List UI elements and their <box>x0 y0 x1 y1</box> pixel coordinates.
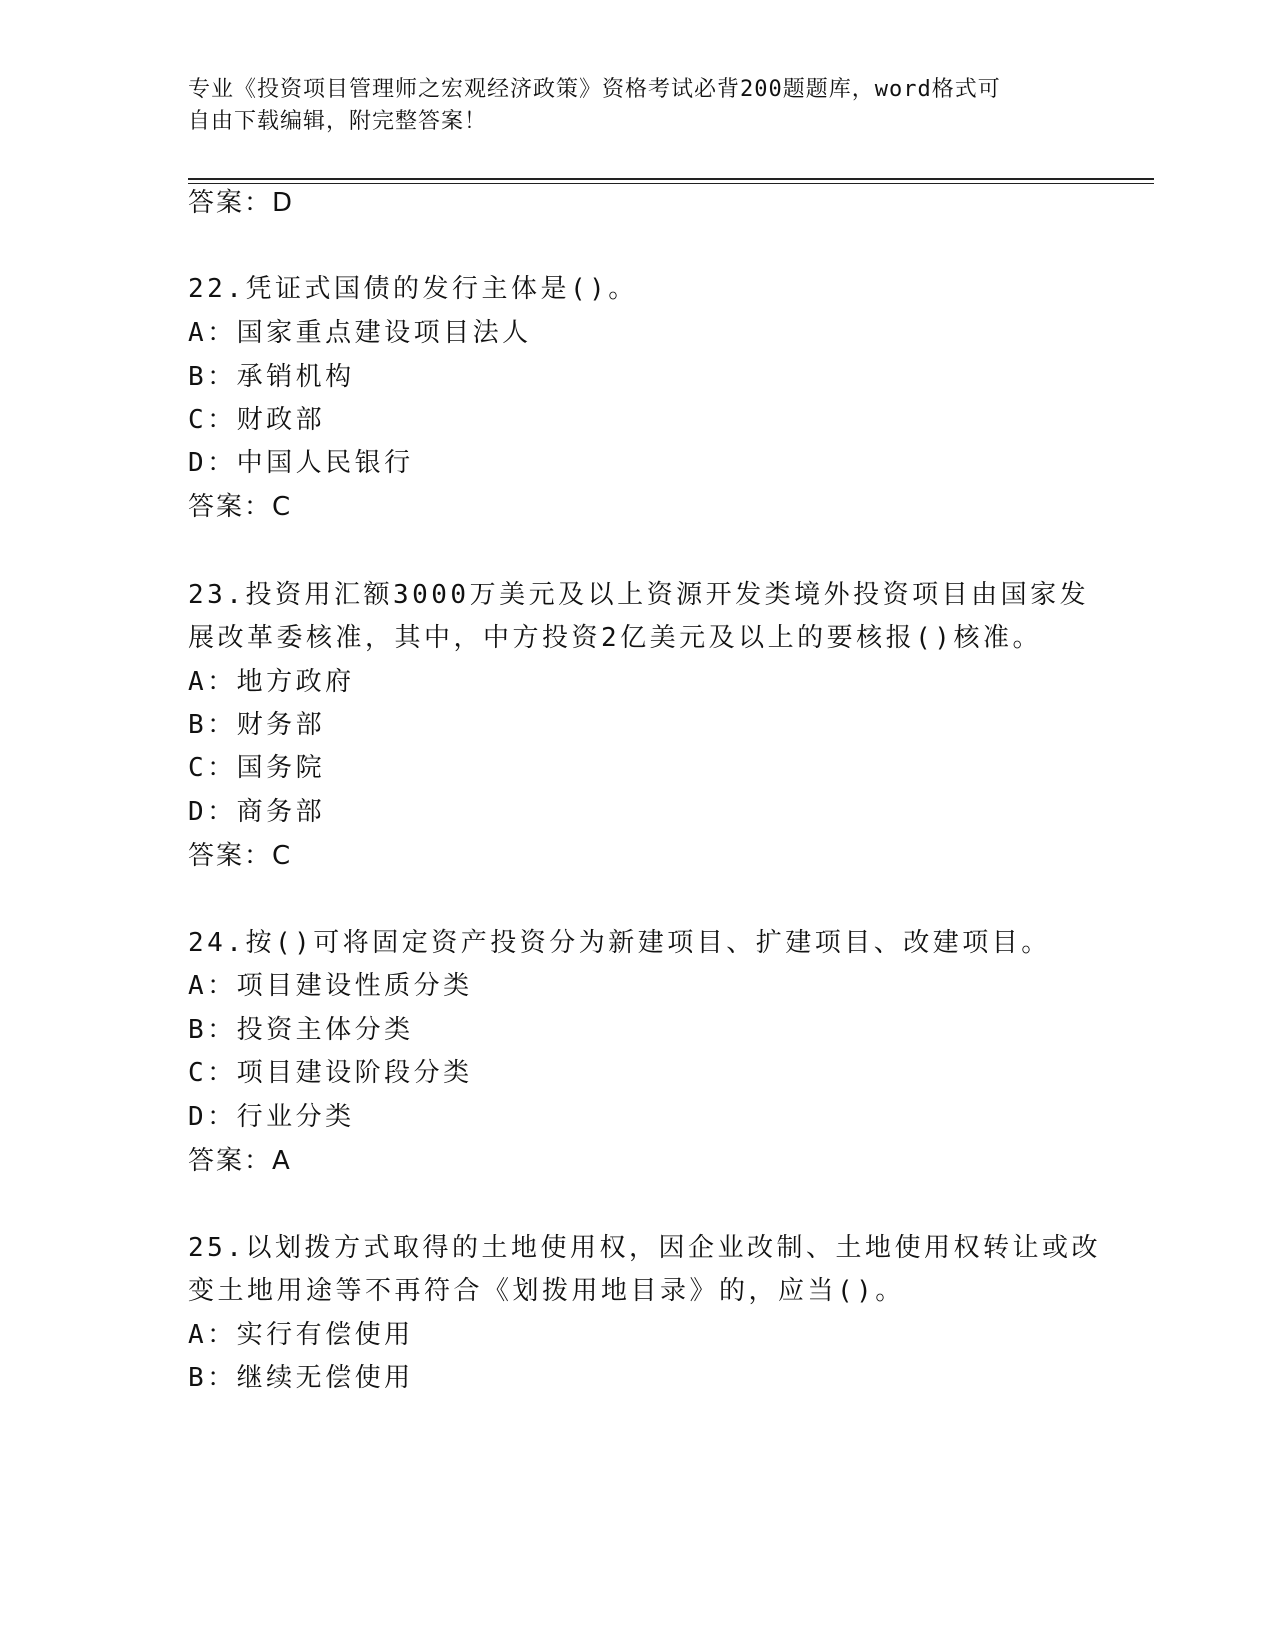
question-24-answer: 答案：A <box>188 1146 292 1176</box>
question-24-option-a: A：项目建设性质分类 <box>188 971 473 1001</box>
question-22-option-b: B：承销机构 <box>188 362 355 392</box>
header-line-2: 自由下载编辑，附完整答案！ <box>188 109 488 134</box>
document-header <box>188 74 1088 138</box>
question-23-option-b: B：财务部 <box>188 710 326 740</box>
question-25-option-a: A：实行有偿使用 <box>188 1320 414 1350</box>
question-22-option-c: C：财政部 <box>188 405 326 435</box>
question-23-option-d: D：商务部 <box>188 797 326 827</box>
question-25-text-line-1: 25.以划拨方式取得的土地使用权，因企业改制、土地使用权转让或改 <box>188 1233 1101 1263</box>
question-23-answer: 答案：C <box>188 841 293 871</box>
question-23-text-line-2: 展改革委核准，其中，中方投资2亿美元及以上的要核报()核准。 <box>188 623 1042 653</box>
question-22-option-d: D：中国人民银行 <box>188 448 414 478</box>
header-divider-thin <box>188 183 1154 184</box>
header-line-1: 专业《投资项目管理师之宏观经济政策》资格考试必背200题题库，word格式可 <box>188 77 1001 102</box>
question-25-option-b: B：继续无偿使用 <box>188 1363 414 1393</box>
question-23-text-line-1: 23.投资用汇额3000万美元及以上资源开发类境外投资项目由国家发 <box>188 580 1090 610</box>
question-24-text: 24.按()可将固定资产投资分为新建项目、扩建项目、改建项目。 <box>188 928 1051 958</box>
question-22-option-a: A：国家重点建设项目法人 <box>188 318 532 348</box>
question-25-text-line-2: 变土地用途等不再符合《划拨用地目录》的，应当()。 <box>188 1276 905 1306</box>
question-24-option-d: D：行业分类 <box>188 1102 355 1132</box>
question-24-option-b: B：投资主体分类 <box>188 1015 414 1045</box>
header-divider <box>188 178 1154 180</box>
question-22-text: 22.凭证式国债的发行主体是()。 <box>188 274 638 304</box>
question-24-option-c: C：项目建设阶段分类 <box>188 1058 473 1088</box>
question-23-option-c: C：国务院 <box>188 753 326 783</box>
question-23-option-a: A：地方政府 <box>188 667 355 697</box>
question-22-answer: 答案：C <box>188 492 293 522</box>
previous-answer: 答案：D <box>188 188 295 218</box>
